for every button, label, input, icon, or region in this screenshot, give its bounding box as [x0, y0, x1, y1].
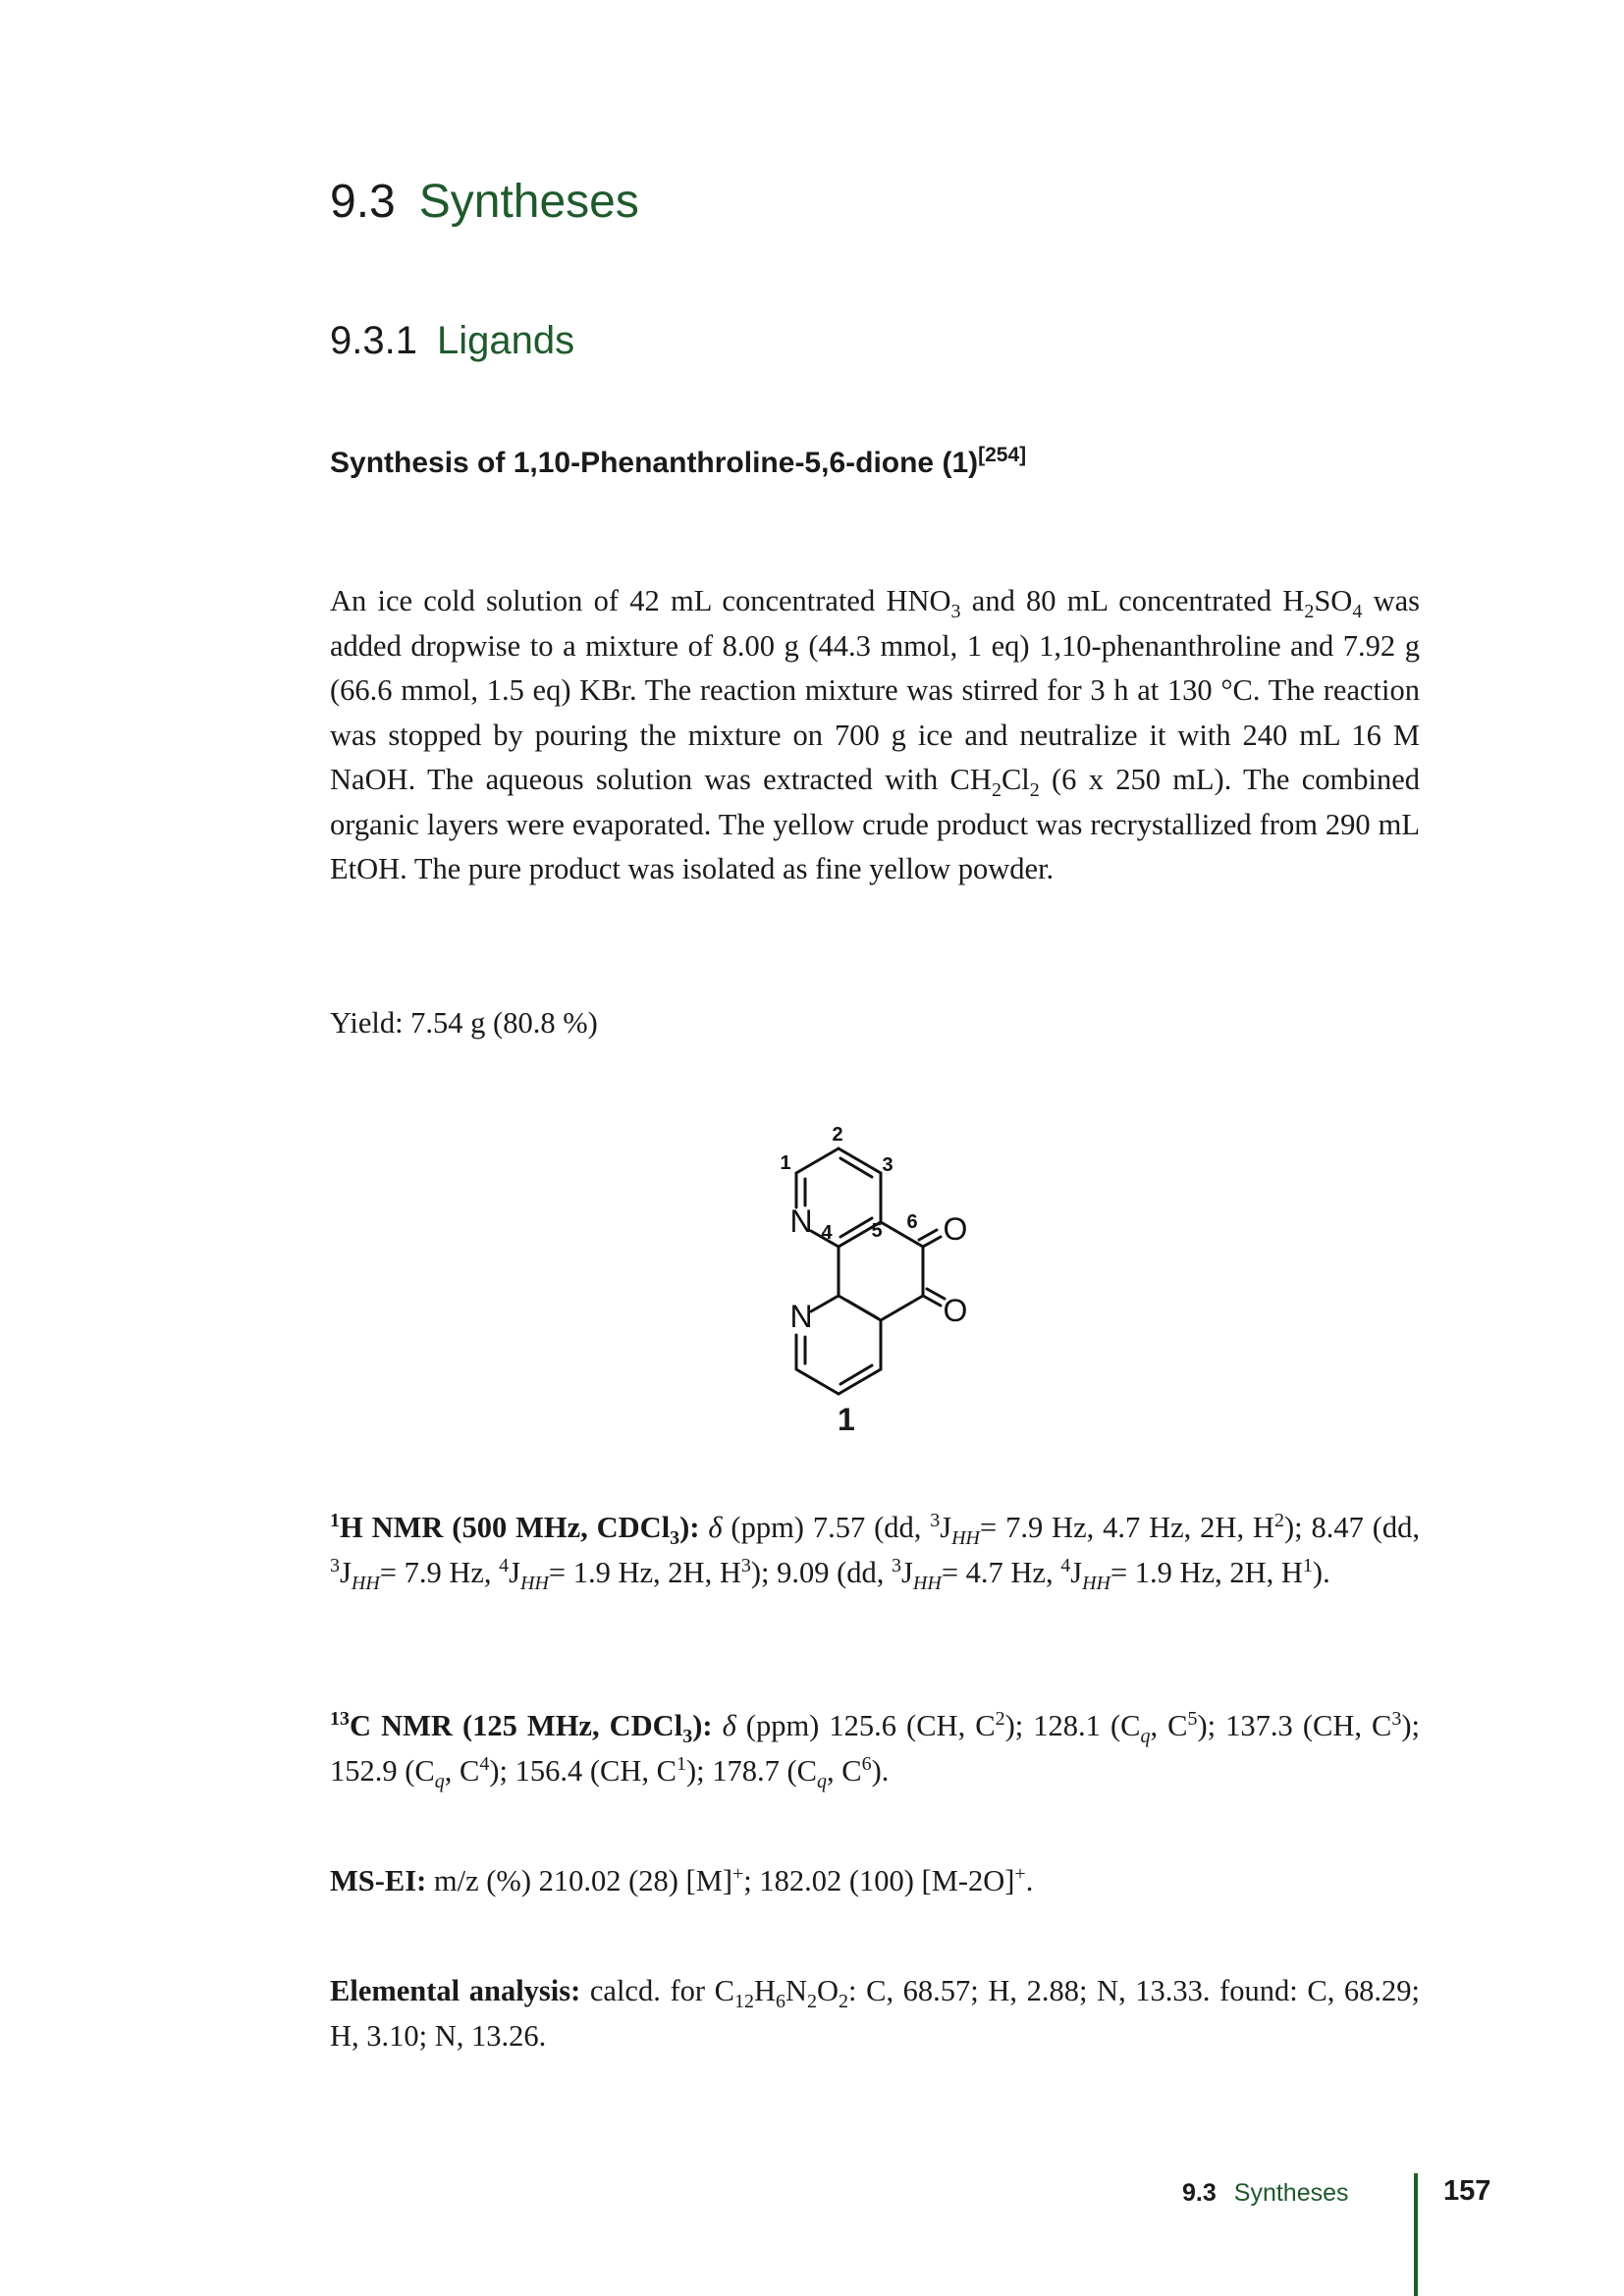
- subscript: 2: [1029, 779, 1040, 802]
- superscript: 6: [861, 1752, 872, 1775]
- nmr-text: ); 8.47 (dd,: [1283, 1511, 1420, 1544]
- nmr-text: , C: [826, 1753, 862, 1788]
- position-number: 6: [906, 1211, 918, 1233]
- coupling-symbol: J: [901, 1555, 913, 1589]
- h-nmr-label: [330, 1509, 700, 1550]
- label-text: ):: [692, 1709, 713, 1742]
- ea-text: N: [785, 1974, 808, 2007]
- ea-label: Elemental analysis:: [330, 1974, 581, 2007]
- superscript: 3: [892, 1554, 902, 1576]
- subscript: q: [816, 1770, 827, 1792]
- nmr-text: ); 178.7 (C: [685, 1753, 817, 1788]
- nmr-text: = 1.9 Hz, 2H, H: [548, 1555, 741, 1589]
- subscript: 2: [839, 1991, 849, 2013]
- carbonyl-bond: [919, 1230, 937, 1240]
- nmr-text: ); 137.3 (CH, C: [1197, 1709, 1392, 1742]
- superscript: 13: [330, 1707, 350, 1730]
- nmr-text: = 4.7 Hz,: [941, 1555, 1061, 1589]
- page-number: 157: [1443, 2175, 1491, 2207]
- procedure-text: and 80 mL concentrated H: [960, 584, 1305, 617]
- subscript: HH: [351, 1572, 380, 1594]
- subscript: 3: [682, 1726, 693, 1748]
- nmr-text: ); 156.4 (CH, C: [489, 1753, 677, 1788]
- yield-line: Yield: 7.54 g (80.8 %): [330, 1006, 598, 1040]
- double-bond: [840, 1158, 872, 1177]
- procedure-text: SO: [1314, 584, 1353, 617]
- subsection-number: 9.3.1: [330, 319, 417, 362]
- superscript: 3: [330, 1554, 340, 1576]
- elemental-analysis-paragraph: [330, 1969, 1420, 2058]
- compound-label: 1: [838, 1402, 855, 1437]
- subscript: 6: [775, 1991, 785, 2013]
- double-bond: [847, 1301, 878, 1318]
- subsection-name: Ligands: [436, 319, 575, 362]
- section-title: [330, 175, 639, 229]
- position-number: 2: [832, 1124, 843, 1146]
- nitrogen-atom: N: [789, 1203, 813, 1239]
- ea-text: calcd. for C: [580, 1974, 734, 2007]
- bond: [796, 1369, 839, 1394]
- procedure-text: was added dropwise to a mixture of 8.00 g (44.3 mmol, 1 eq) 1,10-phenanthroline and 7.92 g (66.6 mmol, 1.5 eq) KBr. The reaction mixture was stirred for 3 h at 130 °C. The reaction was stopped by pouring the mixture on 700 g ice and neutralize it with 240 mL 16 M NaOH. The aqueous solution was extracted with CH: [330, 584, 1420, 796]
- subscript: 4: [1352, 601, 1363, 623]
- subsection-title: [330, 319, 574, 363]
- procedure-text: Cl: [1001, 763, 1030, 796]
- subscript: 12: [733, 1991, 754, 2013]
- delta-symbol: δ: [722, 1709, 736, 1742]
- nitrogen-atom: N: [789, 1299, 813, 1334]
- ea-text: H: [753, 1974, 776, 2007]
- procedure-text: (6 x 250 mL). The combined organic layers were evaporated. The yellow crude product was recrystallized from 290 mL EtOH. The pure product was isolated as fine yellow powder.: [330, 763, 1420, 885]
- oxygen-atom: O: [943, 1293, 968, 1328]
- ea-text: : C, 68.57; H, 2.88; N, 13.33. found: C, 68.29; H, 3.10; N, 13.26.: [330, 1974, 1421, 2053]
- carbonyl-bond: [923, 1237, 941, 1247]
- superscript: 1: [676, 1752, 686, 1775]
- ms-text: .: [1025, 1864, 1034, 1897]
- procedure-paragraph: [330, 579, 1420, 892]
- section-number: 9.3: [330, 176, 396, 228]
- nmr-text: = 7.9 Hz, 4.7 Hz, 2H, H: [980, 1511, 1274, 1544]
- subscript: q: [1140, 1726, 1151, 1748]
- ms-text: m/z (%) 210.02 (28) [M]: [426, 1864, 732, 1897]
- subscript: q: [434, 1770, 445, 1792]
- bond: [881, 1296, 923, 1320]
- coupling-symbol: J: [509, 1555, 521, 1589]
- label-text: H NMR (500 MHz, CDCl: [340, 1511, 671, 1544]
- running-footer: [1182, 2179, 1349, 2208]
- nmr-text: ); 128.1 (C: [1004, 1709, 1141, 1742]
- carbonyl-bond: [923, 1296, 941, 1306]
- bond: [811, 1296, 839, 1311]
- synthesis-heading: [330, 444, 1026, 480]
- footer-section-title: Syntheses: [1233, 2179, 1349, 2207]
- ms-paragraph: [330, 1859, 1420, 1904]
- procedure-text: An ice cold solution of 42 mL concentrated HNO: [330, 584, 951, 617]
- synthesis-title: Synthesis of 1,10-Phenanthroline-5,6-dione (1): [330, 447, 979, 479]
- double-bond: [840, 1218, 872, 1237]
- h-nmr-paragraph: [330, 1506, 1420, 1595]
- superscript: 4: [1060, 1554, 1071, 1576]
- coupling-symbol: J: [340, 1555, 352, 1589]
- superscript: 5: [1187, 1707, 1198, 1730]
- footer-divider: [1414, 2173, 1418, 2296]
- bond: [796, 1148, 839, 1173]
- superscript: 3: [740, 1554, 751, 1576]
- subscript: HH: [1082, 1572, 1110, 1594]
- oxygen-atom: O: [943, 1211, 968, 1247]
- subscript: 2: [807, 1991, 818, 2013]
- nmr-text: , C: [444, 1753, 480, 1788]
- chemical-structure: [756, 1099, 992, 1453]
- citation-ref: [254]: [978, 444, 1027, 466]
- nmr-text: (ppm) 125.6 (CH, C: [735, 1709, 996, 1742]
- subscript: 2: [991, 779, 1001, 802]
- label-text: ):: [679, 1511, 700, 1544]
- subscript: 3: [950, 601, 961, 623]
- c-nmr-label: [330, 1707, 713, 1748]
- delta-symbol: δ: [708, 1511, 723, 1544]
- nmr-text: ); 9.09 (dd,: [750, 1555, 893, 1589]
- superscript: 4: [479, 1752, 490, 1775]
- footer-section-number: 9.3: [1182, 2179, 1217, 2207]
- carbonyl-bond: [927, 1289, 945, 1299]
- ms-label: MS-EI:: [330, 1864, 427, 1897]
- superscript: 1: [1302, 1554, 1313, 1576]
- c-nmr-paragraph: [330, 1704, 1420, 1793]
- position-number: 1: [780, 1152, 791, 1174]
- subscript: 2: [1304, 601, 1315, 623]
- superscript: 2: [1273, 1509, 1284, 1531]
- ms-text: ; 182.02 (100) [M-2O]: [743, 1864, 1015, 1897]
- superscript: 1: [330, 1509, 340, 1531]
- position-number: 5: [871, 1220, 883, 1242]
- nmr-text: (ppm) 7.57 (dd,: [722, 1511, 931, 1544]
- nmr-text: = 7.9 Hz,: [379, 1555, 500, 1589]
- subscript: HH: [520, 1572, 549, 1594]
- subscript: HH: [951, 1527, 980, 1550]
- superscript: +: [1014, 1862, 1026, 1885]
- coupling-symbol: J: [1070, 1555, 1083, 1589]
- coupling-symbol: J: [940, 1511, 952, 1544]
- position-number: 4: [821, 1222, 833, 1244]
- nmr-text: , C: [1150, 1709, 1188, 1742]
- label-text: C NMR (125 MHz, CDCl: [350, 1709, 683, 1742]
- superscript: 3: [930, 1509, 941, 1531]
- superscript: 4: [499, 1554, 510, 1576]
- superscript: +: [731, 1862, 744, 1885]
- subscript: HH: [912, 1572, 942, 1594]
- nmr-text: ).: [1312, 1555, 1330, 1589]
- nmr-text: ).: [871, 1753, 890, 1788]
- double-bond: [840, 1365, 872, 1384]
- subscript: 3: [670, 1527, 680, 1550]
- position-number: 3: [882, 1154, 893, 1176]
- nmr-text: ); 152.9 (C: [330, 1709, 1420, 1788]
- ea-text: O: [817, 1974, 839, 2007]
- section-name: Syntheses: [418, 176, 639, 228]
- superscript: 2: [995, 1707, 1005, 1730]
- nmr-text: = 1.9 Hz, 2H, H: [1110, 1555, 1303, 1589]
- superscript: 3: [1391, 1707, 1402, 1730]
